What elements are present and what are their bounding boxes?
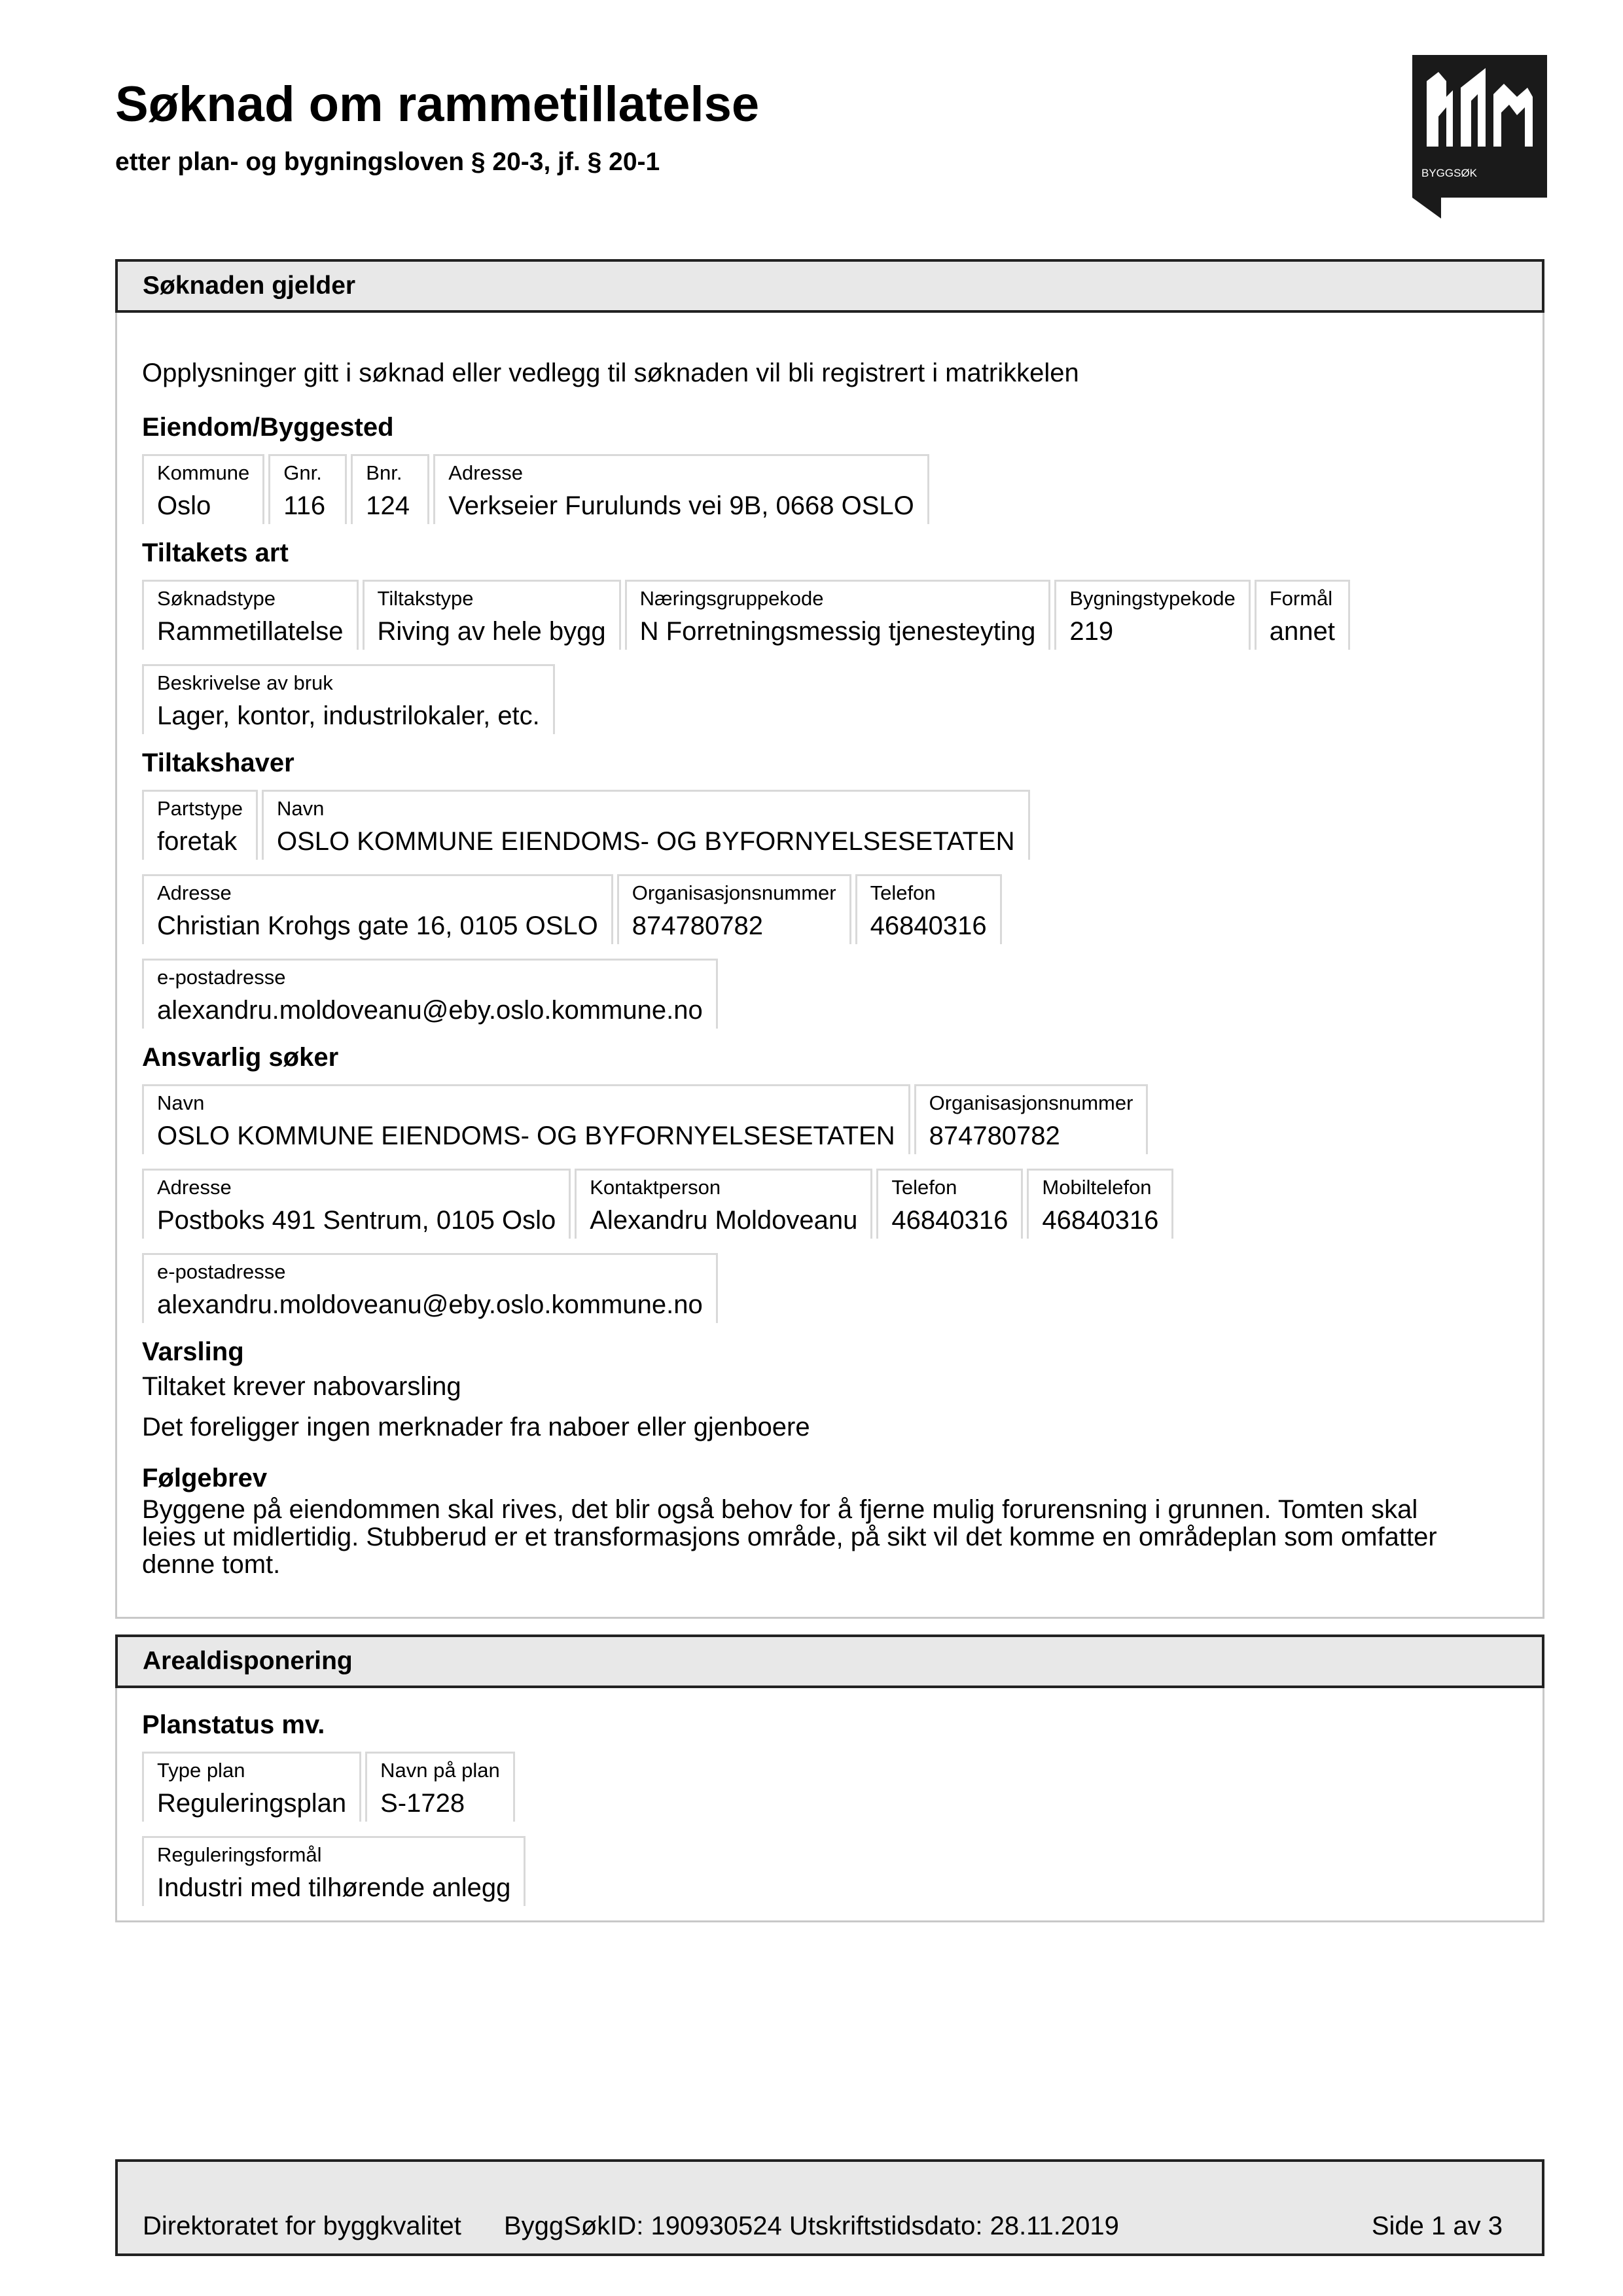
orgnr-field: Organisasjonsnummer 874780782 xyxy=(617,874,851,944)
folgebrev-line: leies ut midlertidig. Stubberud er et transformasjons område, på sikt vil det komme en områdeplan som omfatter xyxy=(142,1523,1437,1551)
telefon-field: Telefon 46840316 xyxy=(855,874,1002,944)
bygningstype-field: Bygningstypekode 219 xyxy=(1054,580,1250,650)
varsling-heading: Varsling xyxy=(142,1337,244,1366)
navnplan-field: Navn på plan S-1728 xyxy=(365,1752,515,1822)
mobil-field: Mobiltelefon 46840316 xyxy=(1027,1169,1173,1239)
varsling-line: Tiltaket krever nabovarsling xyxy=(142,1372,461,1401)
bruk-row xyxy=(142,664,1518,734)
page-subtitle: etter plan- og bygningsloven § 20-3, jf. § 20-1 xyxy=(115,148,660,176)
folgebrev-heading: Følgebrev xyxy=(142,1464,268,1492)
kontaktperson-field: Kontaktperson Alexandru Moldoveanu xyxy=(575,1169,872,1239)
telefon-field: Telefon 46840316 xyxy=(876,1169,1023,1239)
reguleringsformal-field: Reguleringsformål Industri med tilhørende anlegg xyxy=(142,1836,526,1906)
adresse-field: Adresse Verkseier Furulunds vei 9B, 0668 OSLO xyxy=(433,454,929,524)
epost-field: e-postadresse alexandru.moldoveanu@eby.oslo.kommune.no xyxy=(142,1253,718,1323)
bruk-field: Beskrivelse av bruk Lager, kontor, industrilokaler, etc. xyxy=(142,664,555,734)
logo-text: BYGGSØK xyxy=(1421,167,1478,179)
byggsok-logo xyxy=(1412,55,1547,219)
soker-row-3 xyxy=(142,1253,1518,1323)
reguleringsformal-row xyxy=(142,1836,1518,1906)
formal-field: Formål annet xyxy=(1255,580,1350,650)
tiltak-heading: Tiltakets art xyxy=(142,539,289,567)
section-soknaden-gjelder xyxy=(115,259,1544,1619)
typeplan-field: Type plan Reguleringsplan xyxy=(142,1752,361,1822)
section-heading: Arealdisponering xyxy=(115,1634,1544,1688)
adresse-field: Adresse Postboks 491 Sentrum, 0105 Oslo xyxy=(142,1169,571,1239)
tiltakshaver-row-1 xyxy=(142,790,1518,860)
navn-field: Navn OSLO KOMMUNE EIENDOMS- OG BYFORNYELSESETATEN xyxy=(142,1084,910,1154)
footer-org: Direktoratet for byggkvalitet xyxy=(143,2212,461,2240)
eiendom-row xyxy=(142,454,1518,524)
eiendom-heading: Eiendom/Byggested xyxy=(142,413,394,442)
soker-row-2 xyxy=(142,1169,1518,1239)
gnr-field: Gnr. 116 xyxy=(268,454,347,524)
tiltak-row xyxy=(142,580,1518,650)
tiltakstype-field: Tiltakstype Riving av hele bygg xyxy=(363,580,621,650)
folgebrev-line: Byggene på eiendommen skal rives, det blir også behov for å fjerne mulig forurensning i grunnen. Tomten skal xyxy=(142,1495,1418,1524)
footer-page: Side 1 av 3 xyxy=(1371,2212,1503,2240)
soker-heading: Ansvarlig søker xyxy=(142,1043,339,1072)
soker-row-1 xyxy=(142,1084,1518,1154)
folgebrev-line: denne tomt. xyxy=(142,1550,281,1579)
footer-id: ByggSøkID: 190930524 Utskriftstidsdato: 28.11.2019 xyxy=(504,2212,1119,2240)
section-arealdisponering xyxy=(115,1634,1544,1922)
page-footer xyxy=(115,2159,1544,2256)
naeringsgruppe-field: Næringsgruppekode N Forretningsmessig tjenesteyting xyxy=(625,580,1051,650)
epost-field: e-postadresse alexandru.moldoveanu@eby.oslo.kommune.no xyxy=(142,959,718,1029)
plan-row xyxy=(142,1752,1518,1822)
varsling-line: Det foreligger ingen merknader fra naboer eller gjenboere xyxy=(142,1413,810,1441)
section-heading: Søknaden gjelder xyxy=(115,259,1544,313)
kommune-field: Kommune Oslo xyxy=(142,454,264,524)
planstatus-heading: Planstatus mv. xyxy=(142,1710,325,1739)
soknadstype-field: Søknadstype Rammetillatelse xyxy=(142,580,359,650)
partstype-field: Partstype foretak xyxy=(142,790,258,860)
tiltakshaver-row-2 xyxy=(142,874,1518,944)
bnr-field: Bnr. 124 xyxy=(351,454,429,524)
matrikkel-info: Opplysninger gitt i søknad eller vedlegg til søknaden vil bli registrert i matrikkelen xyxy=(142,359,1079,387)
page-title: Søknad om rammetillatelse xyxy=(115,77,760,132)
navn-field: Navn OSLO KOMMUNE EIENDOMS- OG BYFORNYELSESETATEN xyxy=(262,790,1030,860)
tiltakshaver-heading: Tiltakshaver xyxy=(142,749,294,777)
adresse-field: Adresse Christian Krohgs gate 16, 0105 OSLO xyxy=(142,874,613,944)
orgnr-field: Organisasjonsnummer 874780782 xyxy=(914,1084,1149,1154)
tiltakshaver-row-3 xyxy=(142,959,1518,1029)
